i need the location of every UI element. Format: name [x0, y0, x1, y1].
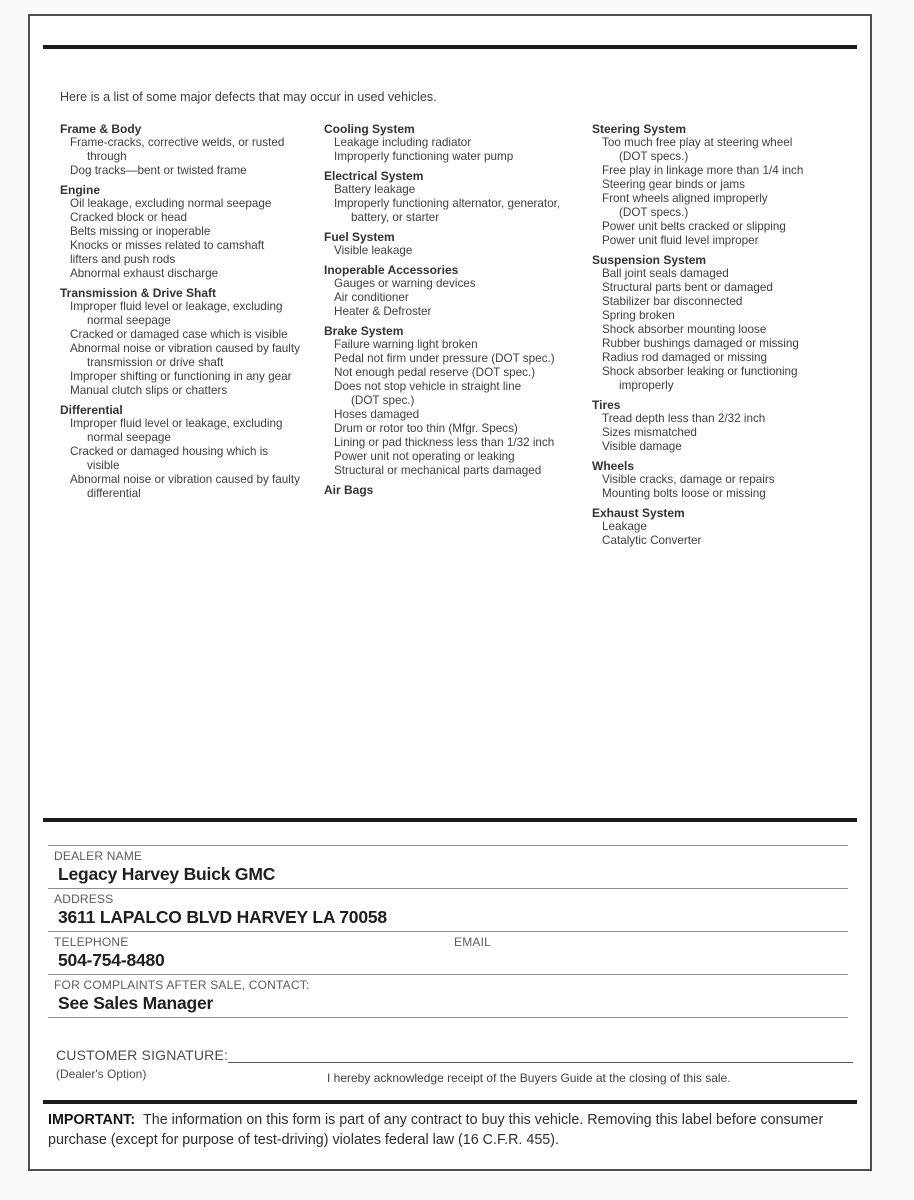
defect-item: Abnormal exhaust discharge — [70, 267, 219, 280]
field-row-telephone — [48, 931, 848, 974]
defect-item: Abnormal noise or vibration caused by faulty — [70, 473, 300, 486]
defect-item: Rubber bushings damaged or missing — [602, 337, 799, 350]
section-heading: Frame & Body — [60, 122, 142, 136]
defect-item: Lining or pad thickness less than 1/32 inch — [334, 436, 555, 449]
field-row-address — [48, 888, 848, 931]
defect-item: normal seepage — [87, 431, 171, 444]
defect-item: Improperly functioning alternator, generator, — [334, 197, 561, 210]
defect-item: improperly — [619, 379, 674, 392]
defect-section — [60, 403, 324, 501]
defect-section — [592, 506, 860, 548]
defect-item: Structural parts bent or damaged — [602, 281, 773, 294]
defect-item: Shock absorber mounting loose — [602, 323, 767, 336]
defect-section — [592, 459, 860, 501]
defect-item: Heater & Defroster — [334, 305, 432, 318]
defect-item: Drum or rotor too thin (Mfgr. Specs) — [334, 422, 518, 435]
acknowledgment-text: I hereby acknowledge receipt of the Buyers Guide at the closing of this sale. — [327, 1071, 731, 1085]
defect-item: Cracked block or head — [70, 211, 187, 224]
customer-signature-label: CUSTOMER SIGNATURE: — [56, 1047, 229, 1063]
defect-section — [592, 398, 860, 454]
defect-item: Manual clutch slips or chatters — [70, 384, 228, 397]
defect-item: normal seepage — [87, 314, 171, 327]
defect-item: Catalytic Converter — [602, 534, 702, 547]
defect-item: Front wheels aligned improperly — [602, 192, 768, 205]
field-label-for-complaints-after-sale-contact: FOR COMPLAINTS AFTER SALE, CONTACT: — [54, 978, 310, 992]
section-heading: Wheels — [592, 459, 635, 473]
field-label-email: EMAIL — [454, 935, 492, 949]
defect-item: Stabilizer bar disconnected — [602, 295, 743, 308]
defect-item: Cracked or damaged case which is visible — [70, 328, 288, 341]
section-heading: Brake System — [324, 324, 404, 338]
defect-item: differential — [87, 487, 141, 500]
field-row-for-complaints-after-sale-contact — [48, 974, 848, 1017]
defect-item: Sizes mismatched — [602, 426, 697, 439]
defect-item: Improperly functioning water pump — [334, 150, 514, 163]
defect-item: Visible leakage — [334, 244, 413, 257]
section-heading: Air Bags — [324, 483, 374, 497]
important-text: The information on this form is part of any contract to buy this vehicle. Removing this label before consumer purchase (except for purpose of test-driving) violates federal law (16 C.F.R. 455). — [48, 1112, 824, 1148]
important-spacer — [135, 1112, 143, 1128]
defect-item: Improper fluid level or leakage, excluding — [70, 417, 283, 430]
field-label-address: ADDRESS — [54, 892, 114, 906]
defect-item: Failure warning light broken — [334, 338, 478, 351]
defect-item: Hoses damaged — [334, 408, 420, 421]
section-heading: Suspension System — [592, 253, 707, 267]
defect-section — [324, 324, 592, 478]
defect-item: Steering gear binds or jams — [602, 178, 745, 191]
section-heading: Transmission & Drive Shaft — [60, 286, 217, 300]
defect-item: visible — [87, 459, 120, 472]
defect-item: through — [87, 150, 127, 163]
dealer-section-divider — [43, 818, 857, 822]
defect-item: Abnormal noise or vibration caused by faulty — [70, 342, 300, 355]
defect-item: Radius rod damaged or missing — [602, 351, 768, 364]
defect-item: Visible cracks, damage or repairs — [602, 473, 775, 486]
field-row-dealer-name — [48, 845, 848, 888]
field-label-dealer-name: DEALER NAME — [54, 849, 143, 863]
field-value-for-complaints-after-sale-contact: See Sales Manager — [58, 993, 214, 1013]
defect-section — [324, 169, 592, 225]
defect-column-3 — [592, 122, 860, 548]
buyers-guide-page — [28, 14, 872, 1171]
dealer-form — [48, 845, 848, 1018]
defect-section — [592, 122, 860, 248]
defect-item: Spring broken — [602, 309, 675, 322]
defect-item: Oil leakage, excluding normal seepage — [70, 197, 272, 210]
defect-item: Ball joint seals damaged — [602, 267, 729, 280]
defect-column-1 — [60, 122, 324, 501]
defect-column-2 — [324, 122, 592, 497]
defect-item: Power unit fluid level improper — [602, 234, 759, 247]
section-heading: Tires — [592, 398, 621, 412]
section-heading: Electrical System — [324, 169, 424, 183]
defect-section — [324, 230, 592, 258]
defect-item: Not enough pedal reserve (DOT spec.) — [334, 366, 536, 379]
defect-item: (DOT specs.) — [619, 150, 689, 163]
defect-section — [60, 122, 324, 178]
defect-item: Leakage — [602, 520, 647, 533]
defect-item: Gauges or warning devices — [334, 277, 476, 290]
defect-item: Free play in linkage more than 1/4 inch — [602, 164, 804, 177]
top-divider — [43, 45, 857, 49]
section-heading: Exhaust System — [592, 506, 685, 520]
section-heading: Engine — [60, 183, 101, 197]
dealer-option-note: (Dealer's Option) — [56, 1067, 147, 1081]
defect-item: Visible damage — [602, 440, 682, 453]
defect-item: Air conditioner — [334, 291, 409, 304]
section-heading: Inoperable Accessories — [324, 263, 459, 277]
important-notice — [48, 1110, 854, 1150]
defect-section — [60, 286, 324, 398]
field-label-telephone: TELEPHONE — [54, 935, 129, 949]
defect-item: Battery leakage — [334, 183, 416, 196]
section-heading: Fuel System — [324, 230, 395, 244]
defect-item: Improper fluid level or leakage, excluding — [70, 300, 283, 313]
field-value-dealer-name: Legacy Harvey Buick GMC — [58, 864, 276, 884]
defect-item: Power unit not operating or leaking — [334, 450, 515, 463]
defect-section — [324, 263, 592, 319]
section-heading: Steering System — [592, 122, 687, 136]
defect-item: Improper shifting or functioning in any gear — [70, 370, 292, 383]
defect-item: Mounting bolts loose or missing — [602, 487, 766, 500]
defect-item: Power unit belts cracked or slipping — [602, 220, 786, 233]
defect-section — [324, 483, 592, 497]
defect-item: Belts missing or inoperable — [70, 225, 211, 238]
defect-item: Pedal not firm under pressure (DOT spec.) — [334, 352, 555, 365]
important-label: IMPORTANT: — [48, 1112, 136, 1128]
defect-item: Frame-cracks, corrective welds, or rusted — [70, 136, 285, 149]
defect-section — [324, 122, 592, 164]
defect-item: Tread depth less than 2/32 inch — [602, 412, 766, 425]
defect-item: (DOT spec.) — [351, 394, 415, 407]
defect-item: Knocks or misses related to camshaft — [70, 239, 265, 252]
section-heading: Cooling System — [324, 122, 415, 136]
defect-item: Cracked or damaged housing which is — [70, 445, 269, 458]
defect-item: transmission or drive shaft — [87, 356, 224, 369]
defect-section — [592, 253, 860, 393]
defect-item: battery, or starter — [351, 211, 440, 224]
important-divider — [43, 1100, 857, 1104]
defect-item: Dog tracks—bent or twisted frame — [70, 164, 247, 177]
field-value-telephone: 504-754-8480 — [58, 950, 165, 970]
field-value-address: 3611 LAPALCO BLVD HARVEY LA 70058 — [58, 907, 387, 927]
defect-item: lifters and push rods — [70, 253, 176, 266]
defect-item: (DOT specs.) — [619, 206, 689, 219]
customer-signature-line — [228, 1062, 853, 1063]
defect-item: Leakage including radiator — [334, 136, 472, 149]
section-heading: Differential — [60, 403, 123, 417]
defect-section — [60, 183, 324, 281]
defect-item: Shock absorber leaking or functioning — [602, 365, 798, 378]
defect-item: Does not stop vehicle in straight line — [334, 380, 522, 393]
defect-item: Structural or mechanical parts damaged — [334, 464, 542, 477]
intro-text: Here is a list of some major defects that may occur in used vehicles. — [60, 90, 437, 104]
defect-item: Too much free play at steering wheel — [602, 136, 793, 149]
